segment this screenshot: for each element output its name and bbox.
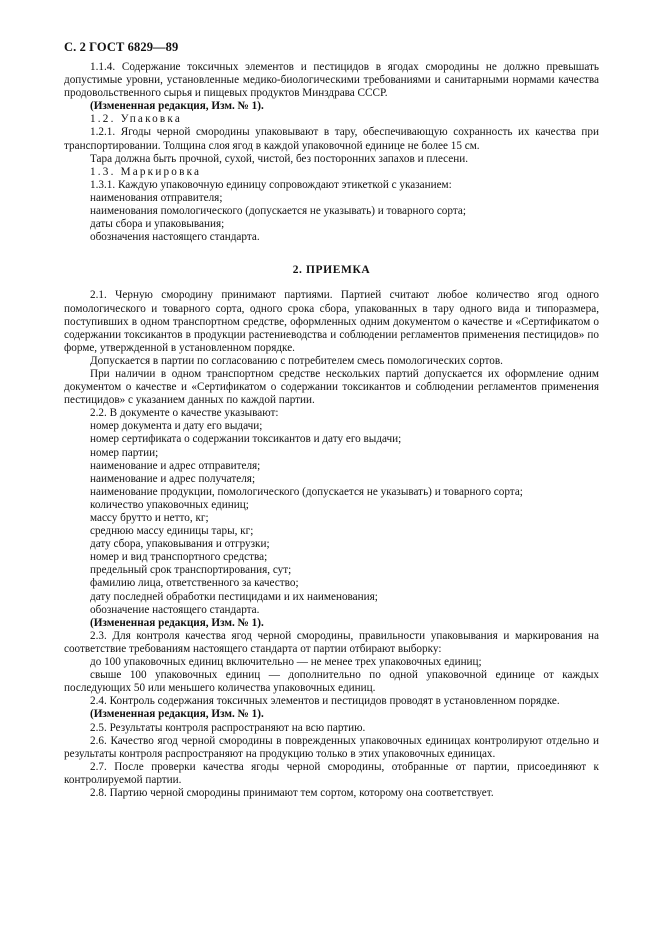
document-list-item: номер и вид транспортного средства; (90, 551, 268, 564)
clause-2-6: 2.6. Качество ягод черной смородины в поврежденных упаковочных единицах контролируют отдельно и результаты контроля распространяют на продукцию только в этих упаковочных единицах. (64, 734, 599, 760)
clause-2-1-mix: Допускается в партии по согласованию с потребителем смесь помологических сортов. (90, 354, 503, 367)
clause-2-1: 2.1. Черную смородину принимают партиями. Партией считают любое количество ягод одного помологического и товарного сорта, одного срока сбора, упакованных в тару одного вида и типоразмера, поступивших в одном транспортном средстве, оформленных одним документом о качестве и «Сертификатом о содержании токсикантов в продукции растениеводства и соблюдении регламентов применения пестицидов» по форме, утвержденной в установленном порядке. (64, 289, 599, 354)
document-list-item: наименование и адрес отправителя; (90, 459, 261, 472)
clause-2-7: 2.7. После проверки качества ягоды черной смородины, отобранные от партии, присоединяют к контролируемой партии. (64, 760, 599, 786)
amendment-note: (Измененная редакция, Изм. № 1). (90, 100, 264, 113)
document-list-item: количество упаковочных единиц; (90, 498, 249, 511)
clause-2-3-up-to-100: до 100 упаковочных единиц включительно — не менее трех упаковочных единиц; (90, 656, 482, 669)
label-list-item: наименования отправителя; (90, 191, 223, 204)
document-list-item: массу брутто и нетто, кг; (90, 512, 209, 524)
page-header: С. 2 ГОСТ 6829—89 (64, 40, 179, 54)
clause-1-1-4: 1.1.4. Содержание токсичных элементов и пестицидов в ягодах смородины не должно превышать допустимые уровни, установленные медико-биологическими требованиями и санитарными нормами качества продовольственного сырья и пищевых продуктов Минздрава СССР. (64, 61, 599, 100)
document-list-item: номер партии; (90, 446, 159, 459)
label-list-item: даты сбора и упаковывания; (90, 218, 225, 231)
document-list-item: предельный срок транспортирования, сут; (90, 564, 292, 577)
subheading-marking: 1.3. Маркировка (90, 165, 202, 178)
section-title-acceptance: 2. ПРИЕМКА (292, 264, 371, 277)
label-list-item: наименования помологического (допускается не указывать) и товарного сорта; (90, 205, 466, 218)
clause-2-4: 2.4. Контроль содержания токсичных элементов и пестицидов проводят в установленном порядке. (90, 695, 560, 708)
document-list-item: дату последней обработки пестицидами и их наименования; (90, 590, 378, 603)
clause-1-2-1-container: Тара должна быть прочной, сухой, чистой, без посторонних запахов и плесени. (90, 152, 469, 165)
clause-1-2-1: 1.2.1. Ягоды черной смородины упаковывают в тару, обеспечивающую сохранность их качества при транспортировании. Толщина слоя ягод в каждой упаковочной единице не более 15 см. (64, 126, 599, 152)
document-list-item: обозначение настоящего стандарта. (90, 603, 260, 616)
clause-2-1-multiple: При наличии в одном транспортном средстве нескольких партий допускается их оформление одним документом о качестве и «Сертификатом о содержании токсикантов и соблюдении регламентов применения пестицидов» с указанием данных по каждой партии. (64, 367, 599, 407)
clause-2-3: 2.3. Для контроля качества ягод черной смородины, правильности упаковывания и маркирования на соответствие требованиям настоящего стандарта от партии отбирают выборку: (64, 629, 599, 655)
clause-1-3-1: 1.3.1. Каждую упаковочную единицу сопровождают этикеткой с указанием: (90, 178, 452, 191)
document-list-item: фамилию лица, ответственного за качество; (90, 577, 299, 590)
document-list-item: наименование и адрес получателя; (90, 472, 256, 485)
document-list-item: наименование продукции, помологического (допускается не указывать) и товарного сорта; (90, 485, 523, 498)
clause-2-2: 2.2. В документе о качестве указывают: (90, 407, 279, 420)
clause-2-3-over-100: свыше 100 упаковочных единиц — дополнительно по одной упаковочной единице от каждых последующих 50 или меньшего количества упаковочных единиц. (64, 669, 599, 695)
subheading-packaging: 1.2. Упаковка (90, 113, 183, 126)
amendment-note: (Измененная редакция, Изм. № 1). (90, 616, 264, 629)
document-list-item: среднюю массу единицы тары, кг; (90, 525, 254, 538)
clause-2-5: 2.5. Результаты контроля распространяют на всю партию. (90, 721, 366, 734)
clause-2-8: 2.8. Партию черной смородины принимают тем сортом, которому она соответствует. (90, 786, 494, 799)
document-list-item: номер документа и дату его выдачи; (90, 420, 263, 433)
document-list-item: номер сертификата о содержании токсикантов и дату его выдачи; (90, 433, 402, 446)
document-list-item: дату сбора, упаковывания и отгрузки; (90, 538, 270, 551)
label-list-item: обозначения настоящего стандарта. (90, 231, 260, 244)
document-body (64, 61, 599, 800)
amendment-note: (Измененная редакция, Изм. № 1). (90, 708, 264, 721)
